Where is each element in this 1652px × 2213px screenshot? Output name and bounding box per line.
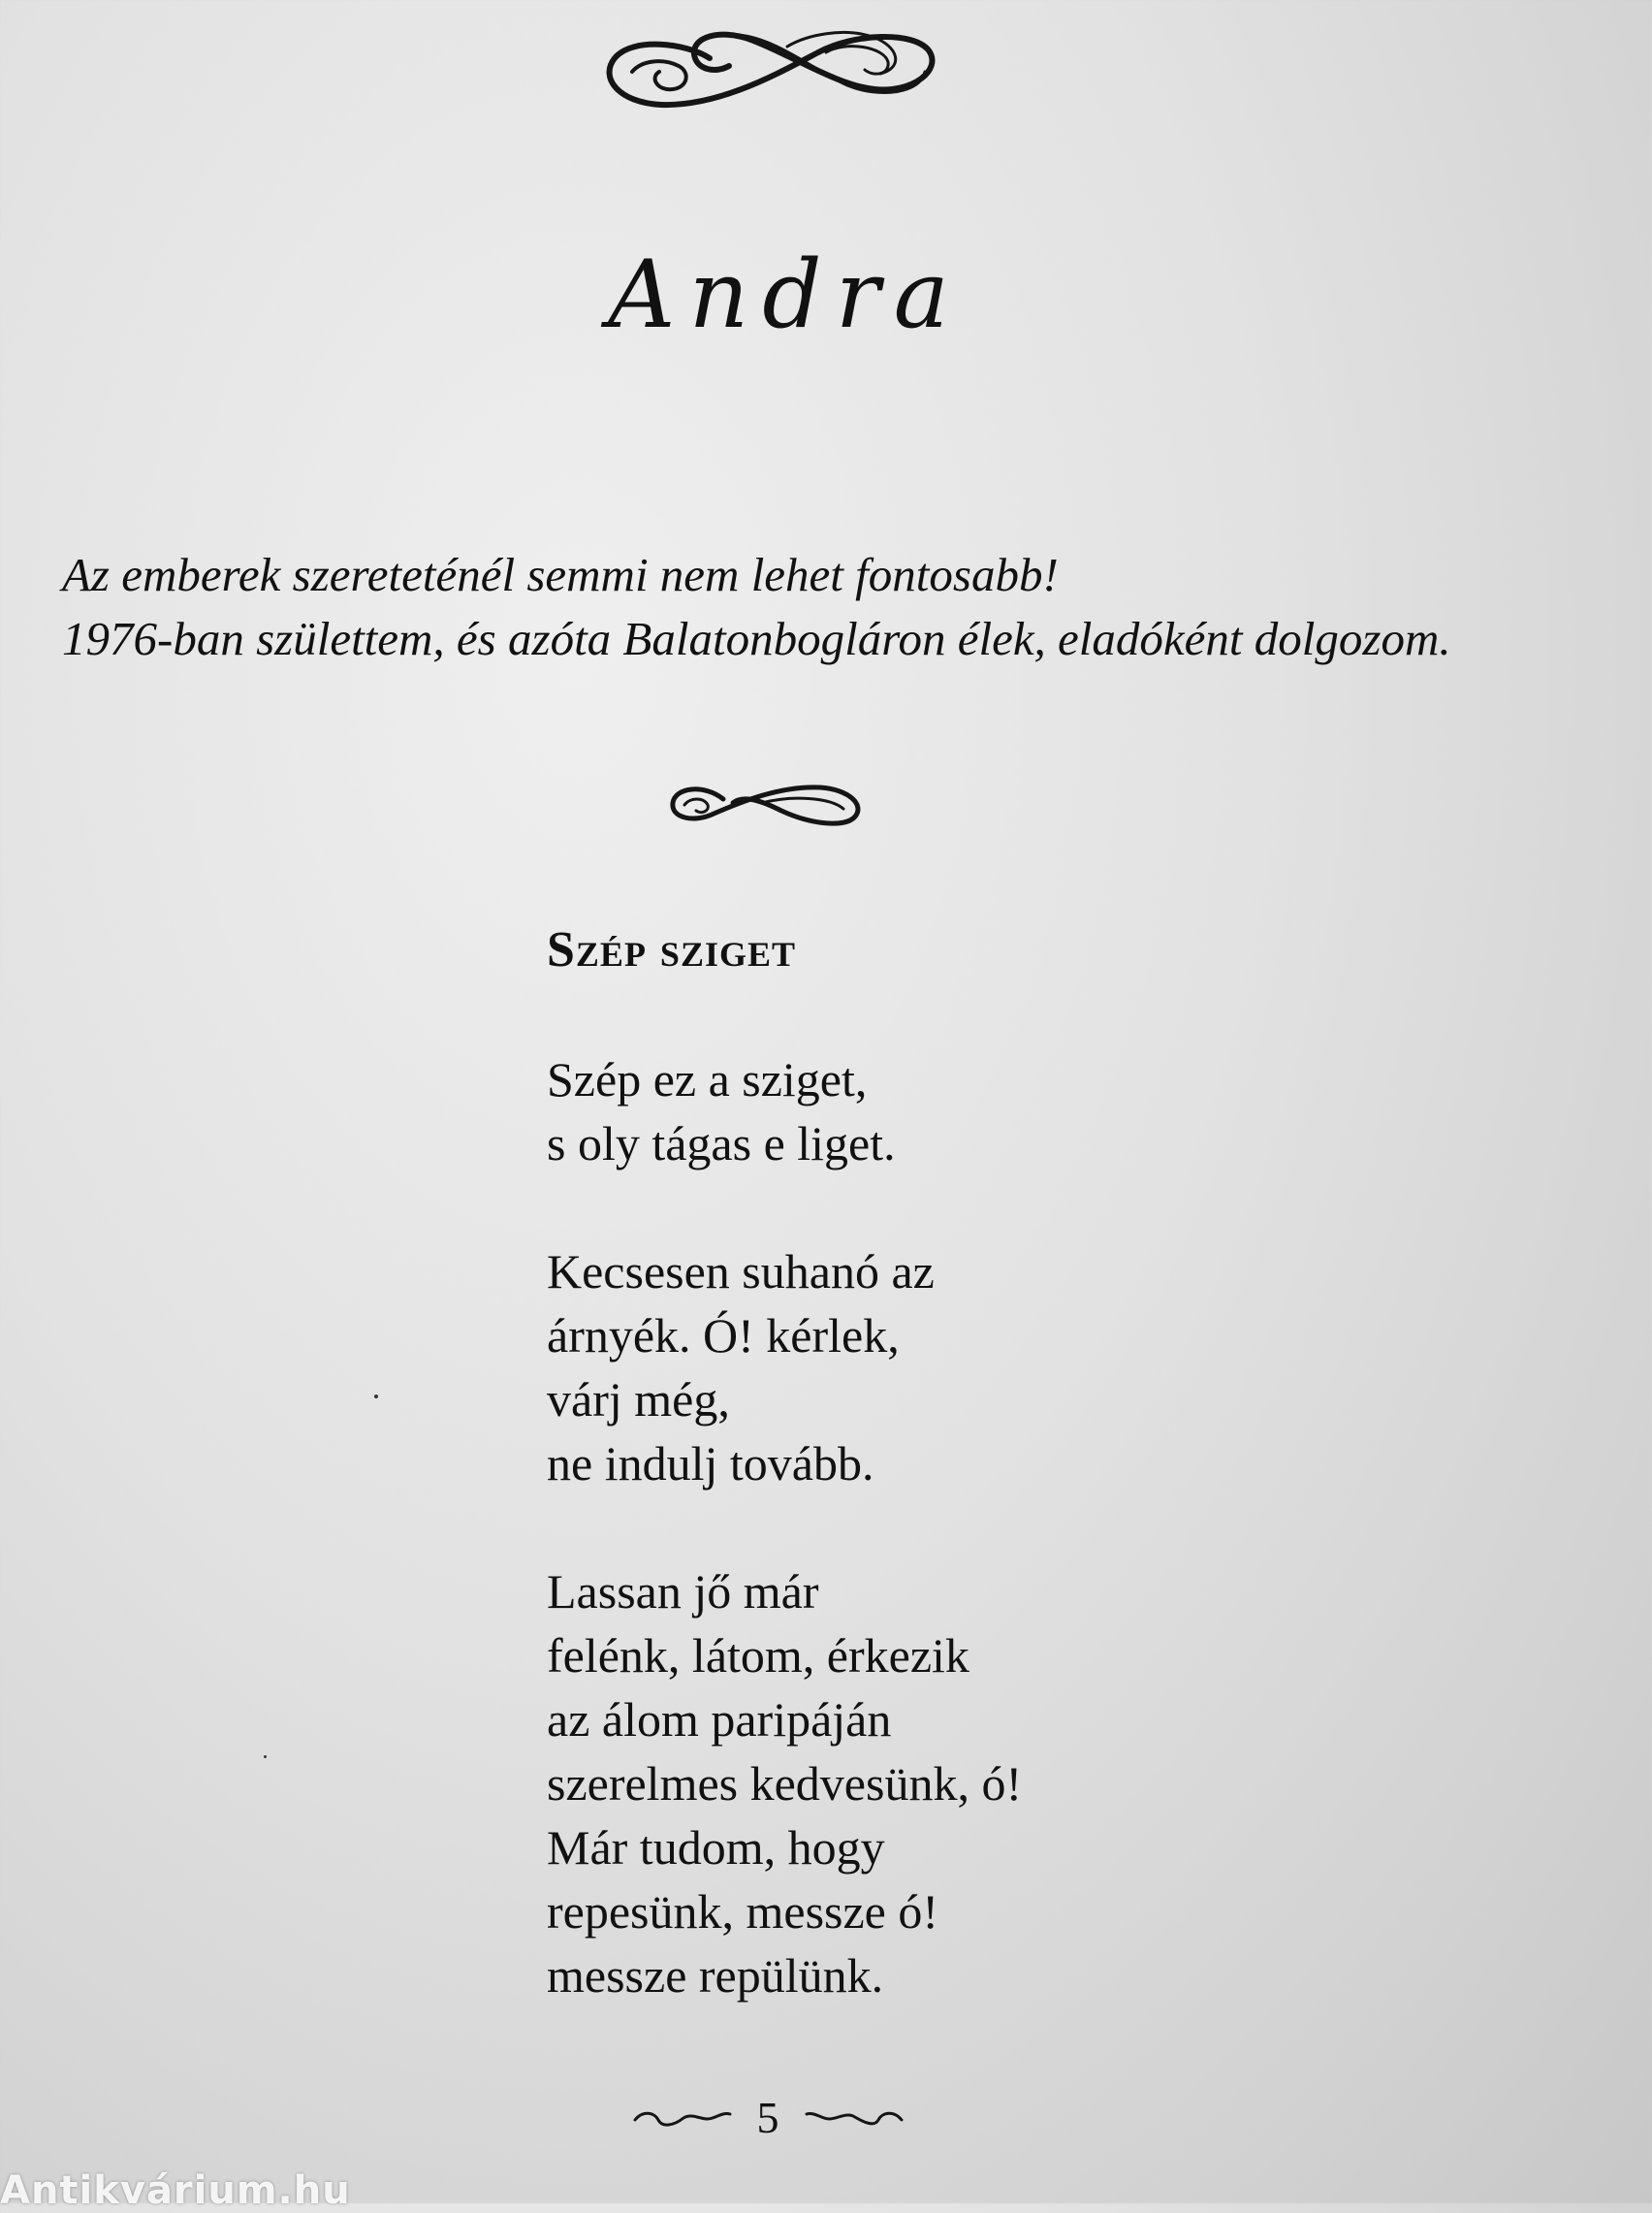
bio-line: 1976-ban születtem, és azóta Balatonbogláron élek, eladóként dolgozom.	[62, 612, 1451, 665]
poem-line: Kecsesen suhanó az	[547, 1244, 935, 1299]
reverse-page-bleed-through	[1066, 0, 1629, 2037]
right-swash-ornament	[801, 2102, 907, 2132]
page-number-footer	[603, 2083, 933, 2151]
top-flourish-ornament	[593, 14, 942, 116]
poem-title: Szép sziget	[547, 922, 797, 978]
poem-line: árnyék. Ó! kérlek,	[547, 1308, 900, 1363]
page-number: 5	[756, 2092, 779, 2142]
paper-speck	[264, 1755, 267, 1758]
poem-line: várj még,	[547, 1372, 730, 1427]
poem-line: felénk, látom, érkezik	[547, 1628, 969, 1683]
watermark: Antikvárium.hu	[0, 2168, 351, 2213]
bio-line: Az emberek szereteténél semmi nem lehet fontosabb!	[62, 548, 1059, 601]
poem-body	[547, 1047, 1148, 2071]
poem-stanza	[547, 1047, 1148, 1175]
poem-line: messze repülünk.	[547, 1948, 884, 2003]
left-swash-ornament	[629, 2102, 736, 2132]
poem-stanza	[547, 1559, 1148, 2007]
poem-stanza	[547, 1239, 1148, 1495]
poem-line: Lassan jő már	[547, 1564, 819, 1619]
middle-flourish-ornament	[665, 766, 869, 834]
poem-line: s oly tágas e liget.	[547, 1116, 896, 1171]
poem-line: ne indulj tovább.	[547, 1436, 874, 1491]
paper-speck	[374, 1395, 378, 1398]
author-bio	[62, 543, 1574, 671]
poem-line: az álom paripáján	[547, 1692, 892, 1747]
author-name: Andra	[608, 241, 963, 349]
poem-line: szerelmes kedvesünk, ó!	[547, 1756, 1023, 1811]
poem-line: Szép ez a sziget,	[547, 1052, 868, 1106]
poem-line: repesünk, messze ó!	[547, 1884, 939, 1939]
poem-line: Már tudom, hogy	[547, 1820, 885, 1875]
